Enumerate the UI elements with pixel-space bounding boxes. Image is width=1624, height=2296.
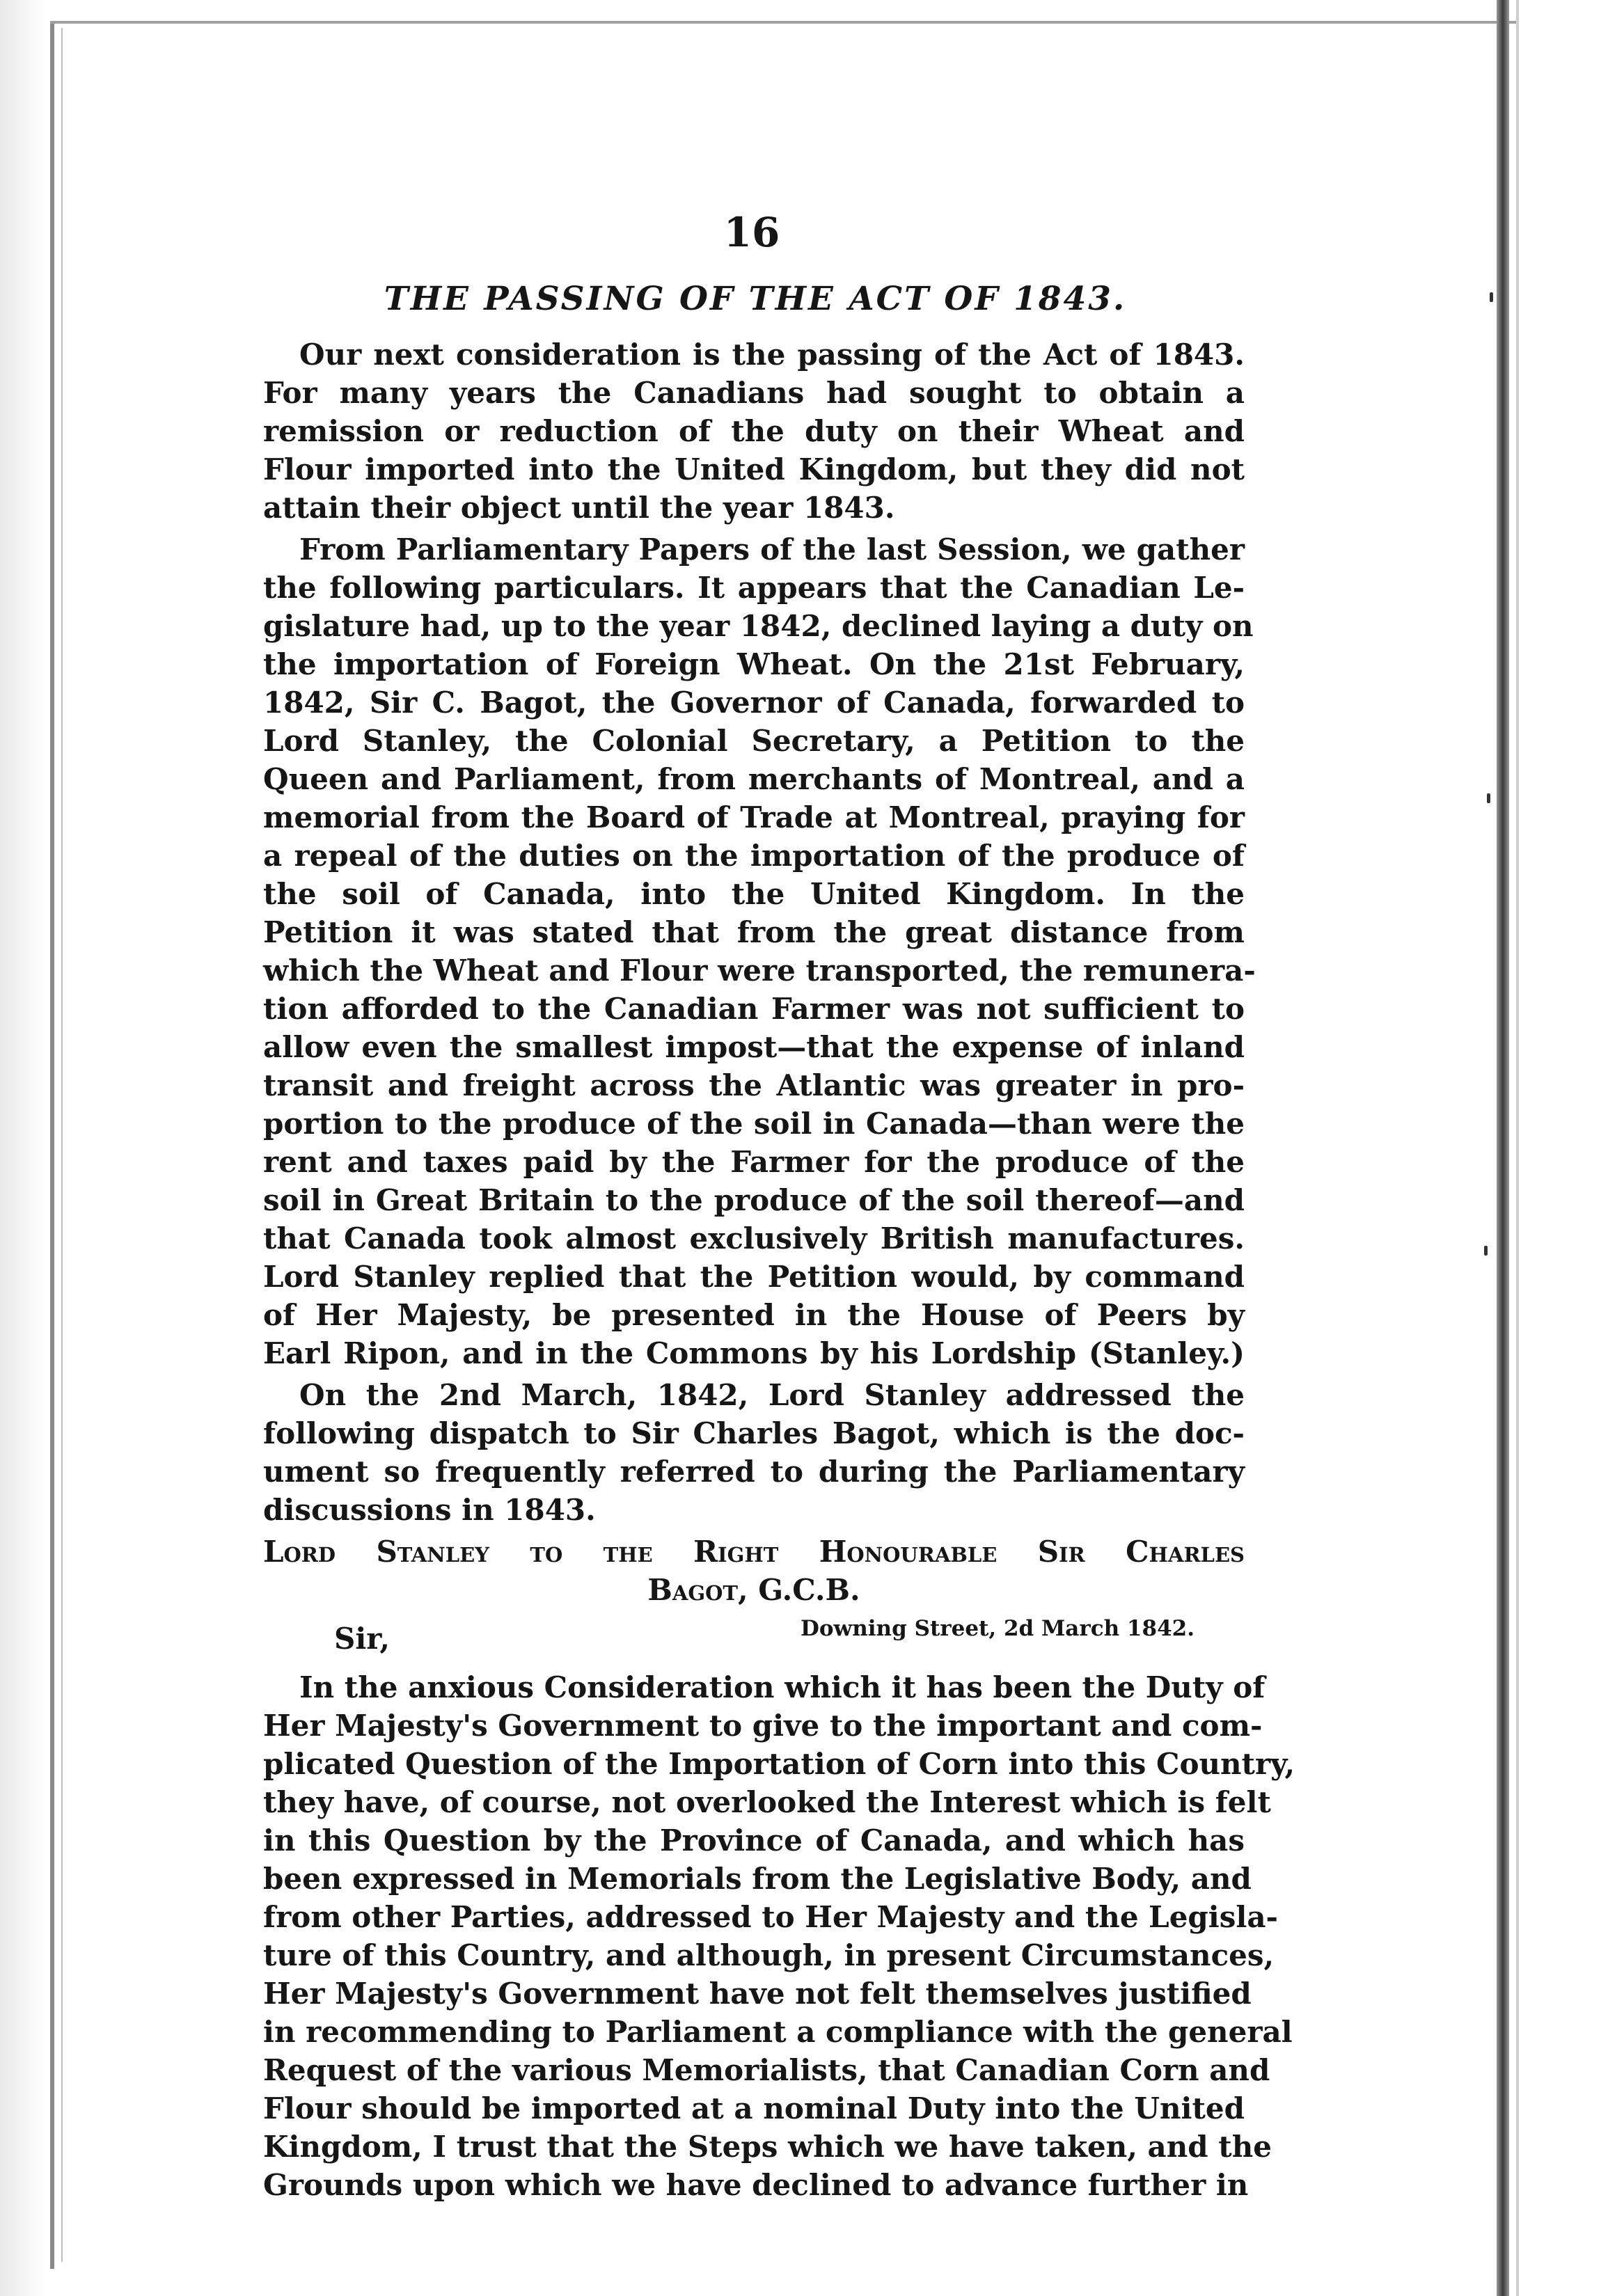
body-line: On the 2nd March, 1842, Lord Stanley addressed the <box>299 1378 1245 1412</box>
body-line: Petition it was stated that from the great distance from <box>263 915 1245 949</box>
section-heading: THE PASSING OF THE ACT OF 1843. <box>384 280 1127 318</box>
page-edge-top <box>50 21 1519 24</box>
letter-line: In the anxious Consideration which it has been the Duty of <box>299 1670 1266 1704</box>
body-line: remission or reduction of the duty on their Wheat and <box>263 414 1245 448</box>
letter-salutation: Sir, <box>334 1622 390 1656</box>
body-line: memorial from the Board of Trade at Montreal, praying for <box>263 800 1245 834</box>
body-line: Lord Stanley replied that the Petition would, by command <box>263 1260 1245 1294</box>
letter-header-line: Bagot, G.C.B. <box>647 1573 860 1607</box>
letter-line: Kingdom, I trust that the Steps which we have taken, and the <box>263 2130 1272 2164</box>
body-line: Earl Ripon, and in the Commons by his Lordship (Stanley.) <box>263 1336 1245 1370</box>
scan-speck <box>1490 292 1493 302</box>
body-line: the soil of Canada, into the United Kingdom. In the <box>263 877 1245 911</box>
body-line: ument so frequently referred to during the Parliamentary <box>263 1455 1245 1489</box>
letter-line: plicated Question of the Importation of Corn into this Country, <box>263 1747 1295 1781</box>
scan-speck <box>1484 1246 1488 1256</box>
body-line: From Parliamentary Papers of the last Session, we gather <box>299 532 1245 567</box>
book-gutter <box>1497 0 1509 2296</box>
letter-line: they have, of course, not overlooked the Interest which is felt <box>263 1785 1271 1819</box>
scan-speck <box>1487 793 1490 803</box>
body-line: Lord Stanley, the Colonial Secretary, a Petition to the <box>263 724 1245 758</box>
body-line: Our next consideration is the passing of the Act of 1843. <box>299 338 1245 372</box>
letter-line: Grounds upon which we have declined to advance further in <box>263 2168 1249 2202</box>
letter-line: from other Parties, addressed to Her Majesty and the Legisla- <box>263 1900 1278 1934</box>
letter-line: Her Majesty's Government to give to the important and com- <box>263 1709 1263 1743</box>
letter-line: in this Question by the Province of Canada, and which has <box>263 1823 1245 1858</box>
letter-line: Request of the various Memorialists, that Canadian Corn and <box>263 2053 1270 2087</box>
letter-line: in recommending to Parliament a compliance with the general <box>263 2015 1293 2049</box>
body-line: discussions in 1843. <box>263 1493 596 1527</box>
body-line: Flour imported into the United Kingdom, but they did not <box>263 452 1245 486</box>
letter-line: ture of this Country, and although, in present Circumstances, <box>263 1938 1275 1972</box>
body-line: the following particulars. It appears that the Canadian Le- <box>263 571 1245 605</box>
body-line: which the Wheat and Flour were transported, the remunera- <box>263 953 1256 988</box>
body-line: transit and freight across the Atlantic was greater in pro- <box>263 1068 1245 1102</box>
body-line: For many years the Canadians had sought to obtain a <box>263 376 1245 410</box>
body-line: gislature had, up to the year 1842, declined laying a duty on <box>263 609 1254 643</box>
body-line: 1842, Sir C. Bagot, the Governor of Canada, forwarded to <box>263 686 1245 720</box>
scan-binding-shadow <box>0 0 66 2296</box>
book-gutter-edge <box>1516 0 1519 2296</box>
page-number: 16 <box>723 209 780 256</box>
body-line: a repeal of the duties on the importation of the produce of <box>263 839 1245 873</box>
body-line: of Her Majesty, be presented in the House of Peers by <box>263 1298 1245 1332</box>
body-line: soil in Great Britain to the produce of the soil thereof—and <box>263 1183 1245 1217</box>
page-edge-left-inner <box>61 28 63 2262</box>
letter-dateline: Downing Street, 2d March 1842. <box>801 1616 1195 1641</box>
body-line: that Canada took almost exclusively British manufactures. <box>263 1221 1245 1256</box>
body-line: Queen and Parliament, from merchants of Montreal, and a <box>263 762 1245 796</box>
body-line: tion afforded to the Canadian Farmer was not sufficient to <box>263 992 1245 1026</box>
letter-line: Her Majesty's Government have not felt themselves justified <box>263 1977 1252 2011</box>
body-line: allow even the smallest impost—that the expense of inland <box>263 1030 1245 1064</box>
body-line: the importation of Foreign Wheat. On the 21st February, <box>263 647 1245 681</box>
page-edge-left <box>50 21 54 2269</box>
letter-header-line: Lord Stanley to the Right Honourable Sir Charles <box>263 1535 1245 1569</box>
body-line: following dispatch to Sir Charles Bagot, which is the doc- <box>263 1416 1245 1450</box>
body-line: rent and taxes paid by the Farmer for the produce of the <box>263 1145 1245 1179</box>
body-line: portion to the produce of the soil in Canada—than were the <box>263 1107 1245 1141</box>
letter-line: been expressed in Memorials from the Legislative Body, and <box>263 1862 1252 1896</box>
letter-line: Flour should be imported at a nominal Duty into the United <box>263 2091 1245 2125</box>
body-line: attain their object until the year 1843. <box>263 491 895 525</box>
